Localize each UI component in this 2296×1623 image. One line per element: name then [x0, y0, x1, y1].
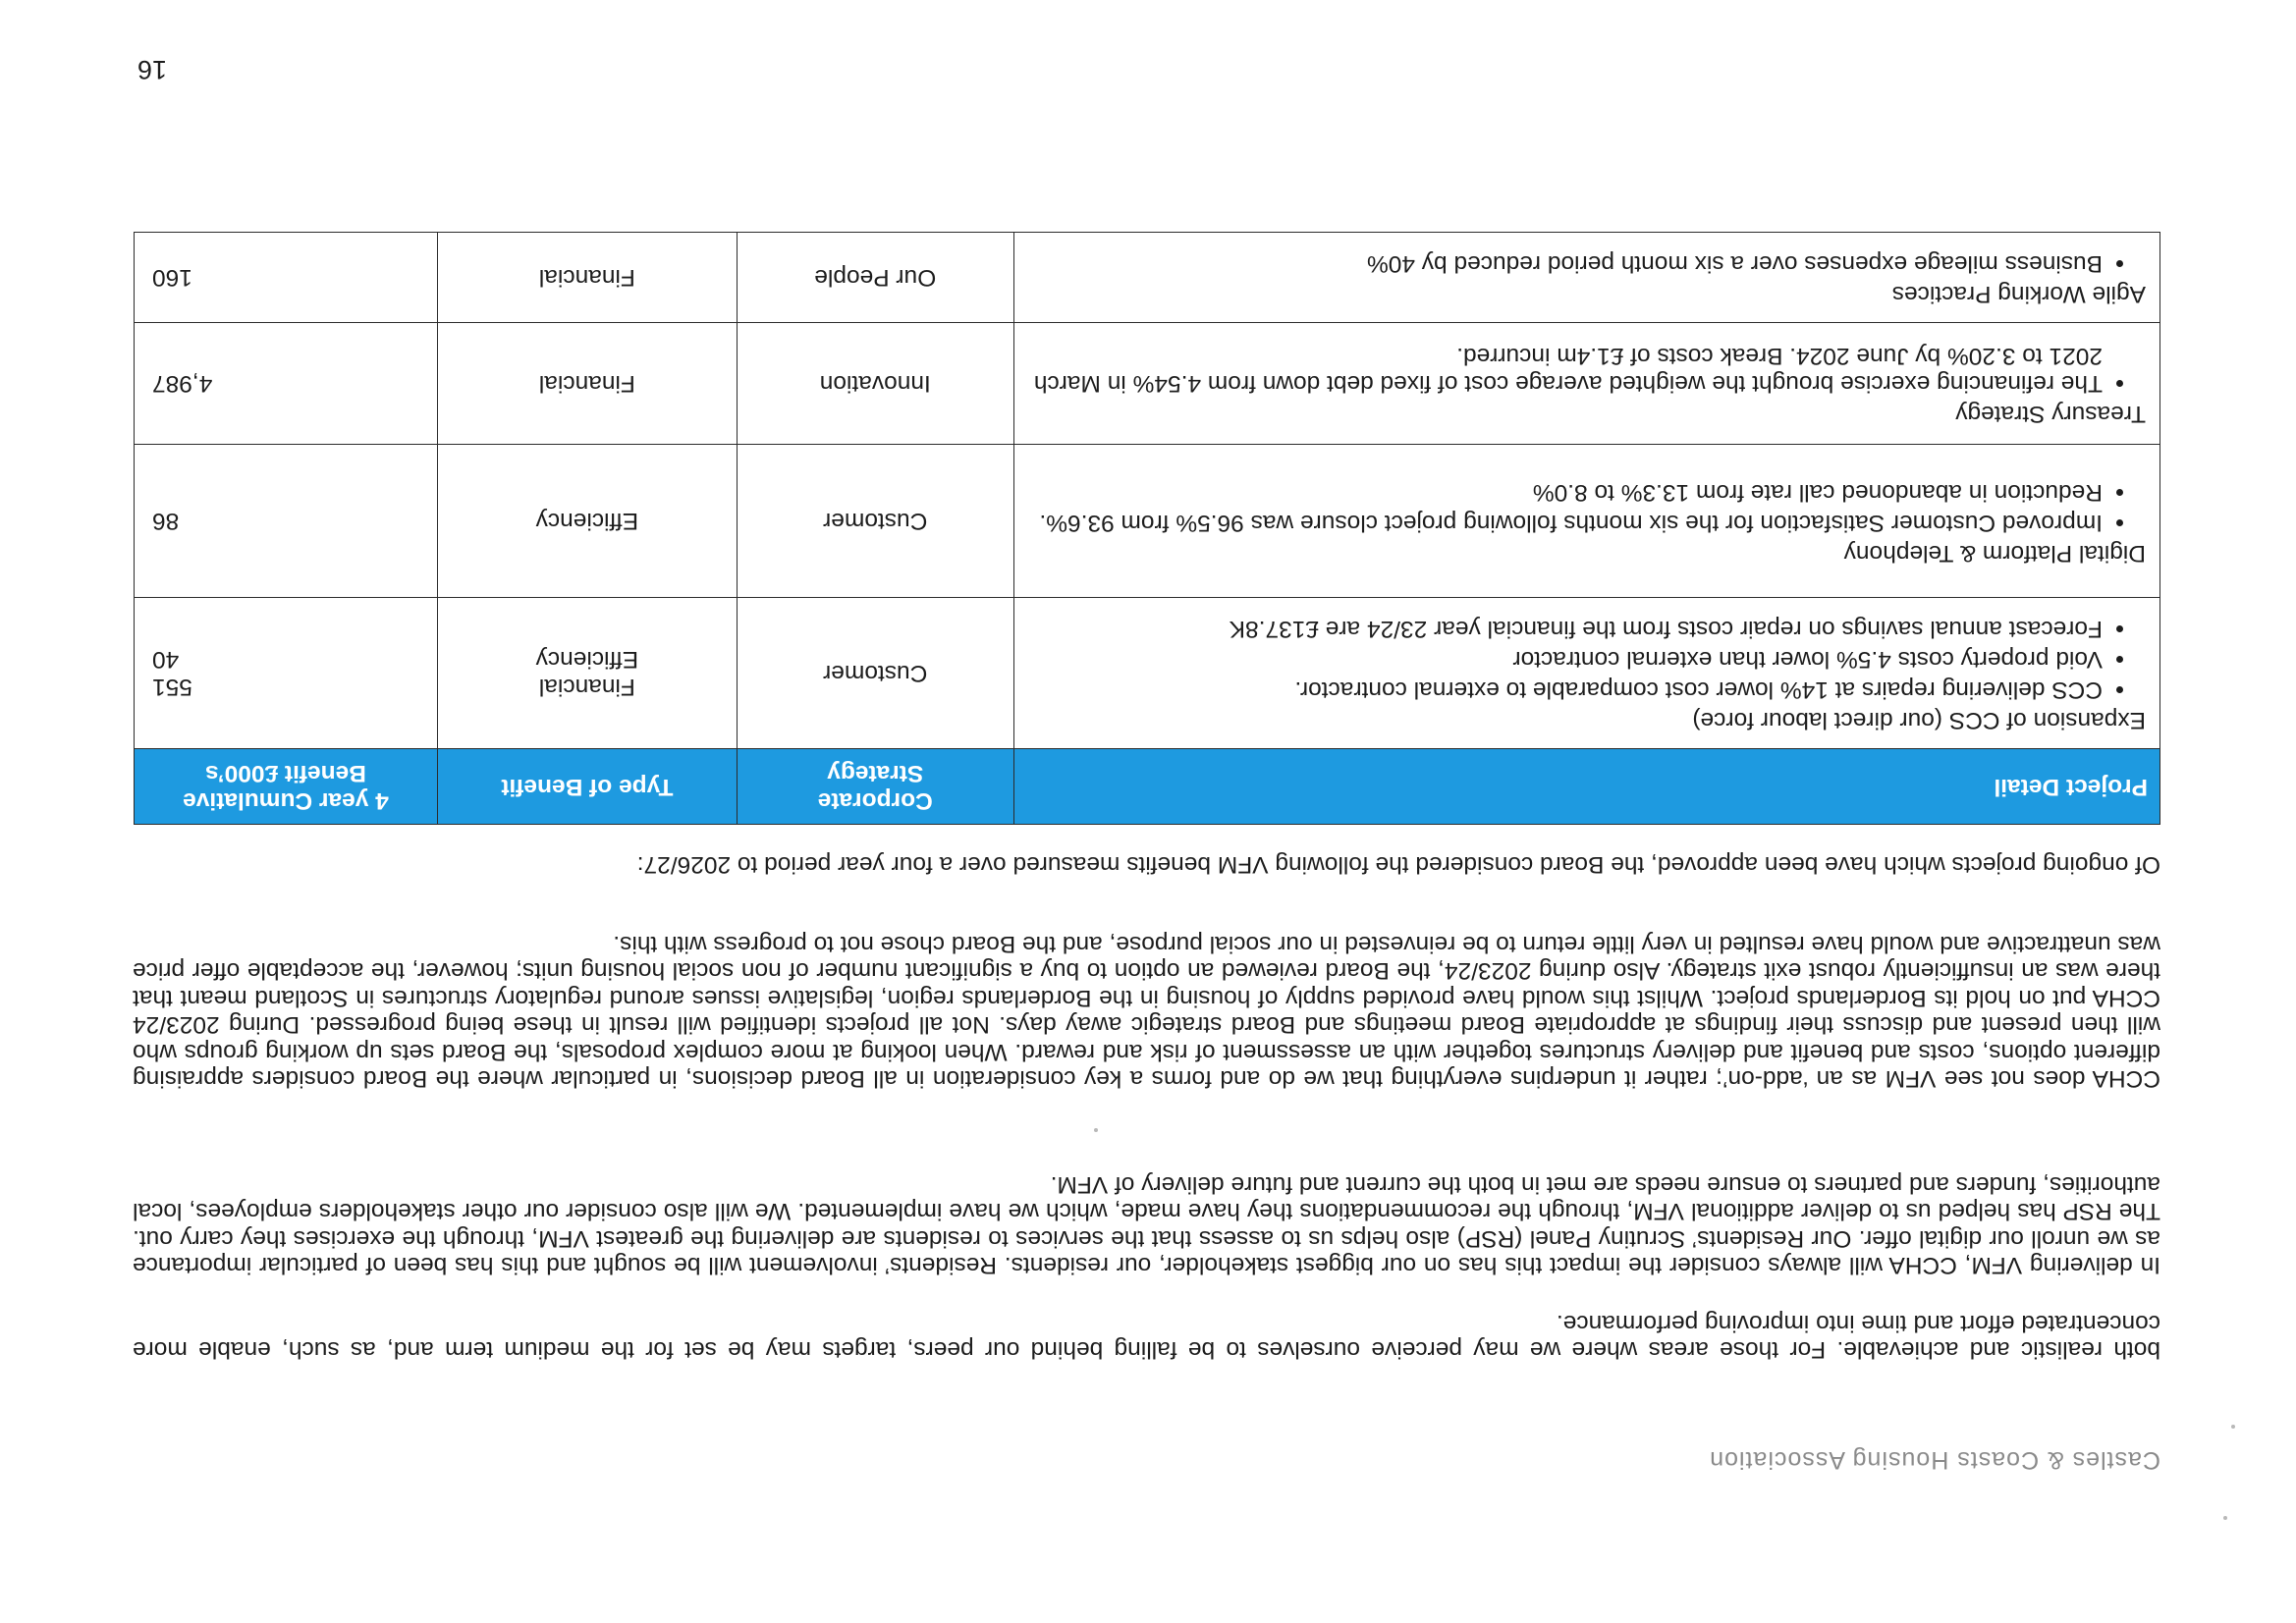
bullet-item: • CCS delivering repairs at 14% lower cost comparable to external contractor.	[1028, 676, 2103, 704]
cumulative-benefit-cell: 4,987	[135, 323, 438, 445]
header-cumulative-line2: Benefit £000’s	[205, 760, 366, 786]
project-bullets	[1028, 616, 2146, 704]
bullet-item: • The refinancing exercise brought the weighted average cost of fixed debt down from 4.54% in March 2021 to 3.20% by June 2024. Break costs of £1.4m incurred.	[1028, 343, 2103, 398]
project-title: Agile Working Practices	[1891, 281, 2146, 308]
page-number: 16	[137, 55, 167, 84]
header-corporate-strategy	[737, 749, 1013, 825]
bullet-item: • Void property costs 4.5% lower than external contractor	[1028, 646, 2103, 674]
table-row-ccs-expansion	[135, 598, 2160, 749]
corporate-strategy-cell: Innovation	[737, 323, 1013, 445]
header-cumulative-benefit	[135, 749, 438, 825]
table-row-agile-working	[135, 233, 2160, 323]
cumulative-benefit-cell: 86	[135, 445, 438, 598]
vfm-benefits-table	[134, 232, 2160, 825]
paragraph-cchа-vfm-approach: CCHA does not see VFM as an ‘add-on’; rather it underpins everything that we do and forms a key consideration in all Board decisions, in particular where the Board considers appraising different options, costs and benefit and delivery structures together with an assessment of risk and reward. When looking at more complex proposals, the Board sets up working groups who will then present and discuss their findings at appropriate Board meetings and Board strategic away days. Not all projects identified will result in these being progressed. During 2023/24 CCHA put on hold its Borderlands project. Whilst this would have provided supply of housing in the Borderlands region, legislative issues around regulatory structures in Scotland meant that there was an insufficiently robust exit strategy. Also during 2023/24, the Board reviewed an option to buy a significant number of non social housing units; however, the acceptable offer price was unattractive and would have resulted in very little return to be reinvested in our social purpose, and the Board chose not to progress with this.	[133, 930, 2160, 1092]
benefit-type-cell: Financial	[437, 233, 737, 323]
scan-speck	[2231, 1425, 2235, 1429]
bullet-item: • Forecast annual savings on repair costs from the financial year 23/24 are £137.8K	[1028, 616, 2103, 643]
project-bullets	[1028, 343, 2146, 398]
project-title: Treasury Strategy	[1955, 401, 2146, 428]
cumulative-benefit-cell	[135, 598, 438, 749]
bullet-item: • Reduction in abandoned call rate from 13.3% to 8.0%	[1028, 478, 2103, 506]
project-bullets	[1028, 478, 2146, 536]
header-cumulative-line1: 4 year Cumulative	[183, 787, 389, 814]
paragraph-ongoing-projects: Of ongoing projects which have been approved, the Board considered the following VFM benefits measured over a four year period to 2026/27:	[636, 851, 2160, 878]
header-project-detail: Project Detail	[1013, 749, 2159, 825]
header-corporate-strategy-line2: Strategy	[827, 760, 924, 786]
benefit-type-cell: Efficiency	[437, 445, 737, 598]
corporate-strategy-cell: Our People	[737, 233, 1013, 323]
corporate-strategy-cell: Customer	[737, 598, 1013, 749]
scan-speck	[1094, 1128, 1098, 1132]
project-detail-cell	[1013, 233, 2159, 323]
table-row-digital-platform	[135, 445, 2160, 598]
paragraph-delivering-vfm: In delivering VFM, CCHA will always consider the impact this has on our biggest stakeholder, our residents. Residents’ involvement will be sought and this has been of particular importance as we unroll our digital offer. Our Residents’ Scrutiny Panel (RSP) also helps us to assess that the services to residents are delivering the greatest VFM, through the exercises they carry out. The RSP has helped us to deliver additional VFM, through the recommendations they have made, which we have implemented. We will also consider our other stakeholders employees, local authorities, funders and partners to ensure needs are met in both the current and future delivery of VFM.	[133, 1170, 2160, 1278]
project-detail-cell	[1013, 323, 2159, 445]
benefit-value: 551	[152, 674, 192, 701]
scan-speck	[2223, 1516, 2227, 1520]
bullet-item: • Improved Customer Satisfaction for the six months following project closure was 96.5% from 93.6%.	[1028, 509, 2103, 536]
header-corporate-strategy-line1: Corporate	[817, 787, 933, 814]
table-header-row	[135, 749, 2160, 825]
benefit-value: 40	[152, 646, 180, 674]
paragraph-realistic-targets: both realistic and achievable. For those areas where we may perceive ourselves to be falling behind our peers, targets may be set for the medium term and, as such, enable more concentrated effort and time into improving performance.	[133, 1309, 2160, 1363]
cumulative-benefit-cell: 160	[135, 233, 438, 323]
corporate-strategy-cell: Customer	[737, 445, 1013, 598]
benefit-type: Financial	[538, 674, 635, 701]
bullet-item: • Business mileage expenses over a six month period reduced by 40%	[1028, 250, 2103, 278]
project-title: Expansion of CCS (our direct labour force)	[1692, 707, 2146, 734]
organisation-header: Castles & Coasts Housing Association	[1709, 1446, 2160, 1474]
project-detail-cell	[1013, 598, 2159, 749]
benefit-type-cell	[437, 598, 737, 749]
project-bullets	[1028, 250, 2146, 278]
benefit-type: Efficiency	[535, 646, 639, 674]
project-title: Digital Platform & Telephony	[1843, 540, 2146, 567]
project-detail-cell	[1013, 445, 2159, 598]
benefit-type-cell: Financial	[437, 323, 737, 445]
table-row-treasury-strategy	[135, 323, 2160, 445]
header-type-of-benefit: Type of Benefit	[437, 749, 737, 825]
